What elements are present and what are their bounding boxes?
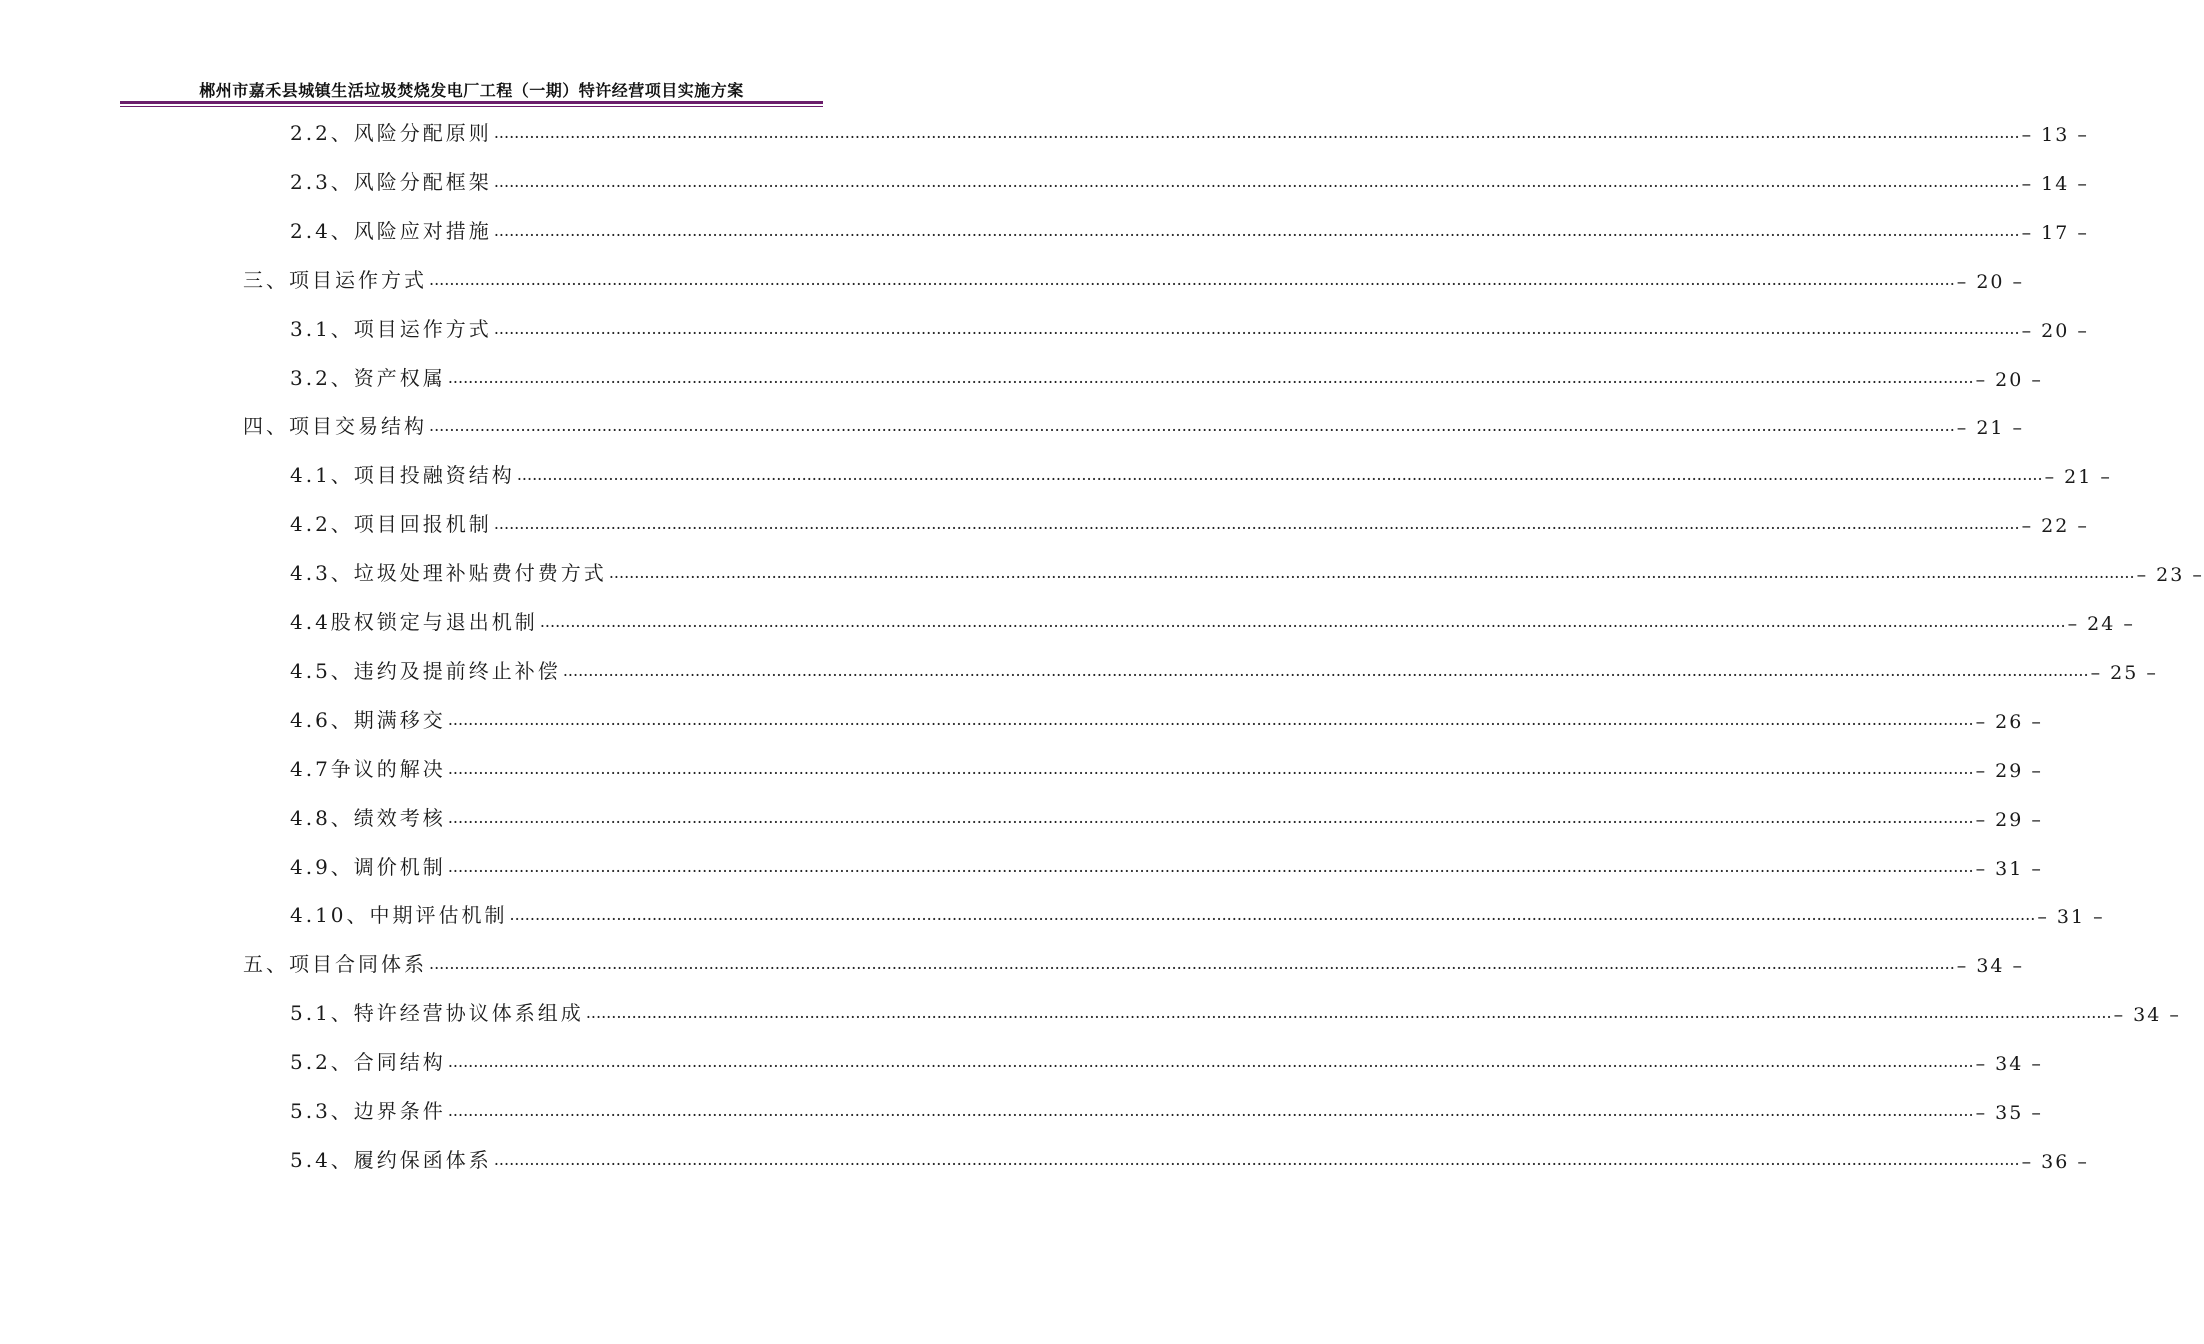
toc-dot-leader: ............................................................................................................................................................................................................................................................................................................ bbox=[493, 123, 2020, 142]
toc-entry-title: 五、项目合同体系 bbox=[243, 952, 427, 977]
toc-entry[interactable] bbox=[290, 605, 2135, 635]
toc-entry[interactable] bbox=[290, 752, 2043, 782]
toc-entry-page: – 26 – bbox=[1975, 710, 2043, 733]
header-rule-thin bbox=[120, 106, 823, 107]
toc-dot-leader: ............................................................................................................................................................................................................................................................................................................ bbox=[493, 220, 2020, 240]
toc-entry[interactable] bbox=[290, 165, 2089, 195]
toc-entry[interactable] bbox=[290, 1143, 2089, 1173]
toc-entry-page: – 36 – bbox=[2021, 1150, 2089, 1173]
toc-entry-title: 5.2、合同结构 bbox=[290, 1050, 446, 1075]
toc-dot-leader: ............................................................................................................................................................................................................................................................................................................ bbox=[608, 563, 2135, 583]
toc-entry-title: 3.1、项目运作方式 bbox=[290, 316, 492, 341]
toc-dot-leader: ............................................................................................................................................................................................................................................................................................................ bbox=[516, 465, 2043, 485]
toc-entry[interactable] bbox=[290, 312, 2089, 342]
toc-entry-page: – 24 – bbox=[2067, 613, 2135, 635]
toc-entry[interactable] bbox=[290, 703, 2043, 733]
toc-entry[interactable] bbox=[243, 409, 2025, 440]
toc-dot-leader: ............................................................................................................................................................................................................................................................................................................ bbox=[447, 367, 1974, 387]
toc-entry-page: – 34 – bbox=[1975, 1053, 2043, 1076]
toc-entry-page: – 14 – bbox=[2021, 172, 2089, 195]
toc-entry-page: – 31 – bbox=[1975, 857, 2043, 880]
toc-entry-title: 4.10、中期评估机制 bbox=[290, 903, 508, 928]
toc-entry-title: 2.4、风险应对措施 bbox=[290, 218, 492, 243]
toc-dot-leader: ............................................................................................................................................................................................................................................................................................................ bbox=[509, 905, 2036, 925]
toc-entry[interactable] bbox=[243, 263, 2025, 293]
toc-entry-page: – 29 – bbox=[1975, 759, 2043, 782]
toc-entry-title: 2.3、风险分配框架 bbox=[290, 169, 492, 194]
toc-dot-leader: ............................................................................................................................................................................................................................................................................................................ bbox=[447, 807, 1974, 827]
toc-dot-leader: ............................................................................................................................................................................................................................................................................................................ bbox=[447, 758, 1974, 778]
toc-entry-title: 5.1、特许经营协议体系组成 bbox=[290, 1001, 584, 1026]
toc-dot-leader: ............................................................................................................................................................................................................................................................................................................ bbox=[493, 1149, 2020, 1169]
toc-entry-page: – 20 – bbox=[1975, 368, 2043, 391]
toc-entry[interactable] bbox=[290, 850, 2043, 880]
toc-entry[interactable] bbox=[290, 458, 2112, 489]
toc-entry-page: – 29 – bbox=[1975, 808, 2043, 831]
toc-entry-title: 5.3、边界条件 bbox=[290, 1099, 446, 1123]
toc-dot-leader: ............................................................................................................................................................................................................................................................................................................ bbox=[447, 1101, 1974, 1120]
toc-entry-page: – 34 – bbox=[2113, 1004, 2181, 1027]
toc-entry-title: 三、项目运作方式 bbox=[243, 267, 427, 292]
toc-dot-leader: ............................................................................................................................................................................................................................................................................................................ bbox=[447, 1052, 1974, 1072]
toc-dot-leader: ............................................................................................................................................................................................................................................................................................................ bbox=[429, 269, 1955, 289]
toc-entry-title: 4.3、垃圾处理补贴费付费方式 bbox=[290, 561, 607, 586]
toc-entry-page: – 21 – bbox=[1956, 417, 2025, 440]
toc-entry-title: 4.2、项目回报机制 bbox=[290, 512, 492, 537]
toc-entry[interactable] bbox=[290, 116, 2089, 146]
toc-entry[interactable] bbox=[290, 361, 2043, 391]
header-rule-thick bbox=[120, 101, 823, 104]
toc-entry[interactable] bbox=[290, 1045, 2043, 1076]
toc-entry-title: 4.6、期满移交 bbox=[290, 707, 446, 732]
page-header-title: 郴州市嘉禾县城镇生活垃圾焚烧发电厂工程（一期）特许经营项目实施方案 bbox=[199, 81, 744, 100]
toc-entry-page: – 20 – bbox=[1956, 270, 2025, 293]
toc-entry-title: 4.5、违约及提前终止补偿 bbox=[290, 658, 561, 683]
toc-entry[interactable] bbox=[290, 898, 2105, 929]
toc-dot-leader: ............................................................................................................................................................................................................................................................................................................ bbox=[585, 1003, 2112, 1023]
toc-entry[interactable] bbox=[290, 801, 2043, 831]
toc-entry[interactable] bbox=[290, 654, 2158, 684]
toc-entry-page: – 25 – bbox=[2090, 661, 2158, 684]
toc-entry-page: – 22 – bbox=[2021, 515, 2089, 538]
toc-entry-page: – 31 – bbox=[2037, 906, 2105, 929]
toc-entry-page: – 21 – bbox=[2044, 466, 2112, 489]
toc-entry-page: – 34 – bbox=[1956, 955, 2025, 978]
toc-entry-title: 4.9、调价机制 bbox=[290, 854, 446, 879]
toc-dot-leader: ............................................................................................................................................................................................................................................................................................................ bbox=[493, 171, 2020, 191]
toc-entry-title: 3.2、资产权属 bbox=[290, 365, 446, 390]
toc-entry[interactable] bbox=[290, 556, 2204, 587]
toc-dot-leader: ............................................................................................................................................................................................................................................................................................................ bbox=[429, 954, 1955, 974]
toc-dot-leader: ............................................................................................................................................................................................................................................................................................................ bbox=[447, 856, 1974, 876]
toc-entry-page: – 35 – bbox=[1975, 1102, 2043, 1124]
toc-entry[interactable] bbox=[290, 996, 2181, 1027]
toc-entry-title: 4.8、绩效考核 bbox=[290, 805, 446, 830]
toc-entry[interactable] bbox=[290, 507, 2089, 538]
toc-dot-leader: ............................................................................................................................................................................................................................................................................................................ bbox=[493, 514, 2020, 534]
toc-entry-title: 4.1、项目投融资结构 bbox=[290, 463, 515, 488]
toc-entry[interactable] bbox=[290, 214, 2089, 244]
toc-entry-page: – 23 – bbox=[2136, 564, 2204, 587]
toc-dot-leader: ............................................................................................................................................................................................................................................................................................................ bbox=[539, 612, 2066, 631]
toc-entry[interactable] bbox=[290, 1094, 2043, 1124]
toc-entry-title: 4.7争议的解决 bbox=[290, 756, 446, 781]
toc-dot-leader: ............................................................................................................................................................................................................................................................................................................ bbox=[447, 709, 1974, 729]
toc-entry-title: 5.4、履约保函体系 bbox=[290, 1147, 492, 1172]
toc-entry-title: 2.2、风险分配原则 bbox=[290, 121, 492, 145]
toc-dot-leader: ............................................................................................................................................................................................................................................................................................................ bbox=[429, 416, 1955, 436]
toc-entry-page: – 20 – bbox=[2021, 319, 2089, 342]
toc-entry-page: – 17 – bbox=[2021, 221, 2089, 244]
toc-dot-leader: ............................................................................................................................................................................................................................................................................................................ bbox=[562, 660, 2089, 680]
toc-entry-title: 四、项目交易结构 bbox=[243, 414, 427, 439]
toc-entry[interactable] bbox=[243, 947, 2025, 978]
toc-entry-page: – 13 – bbox=[2021, 124, 2089, 146]
toc-entry-title: 4.4股权锁定与退出机制 bbox=[290, 610, 538, 634]
toc-dot-leader: ............................................................................................................................................................................................................................................................................................................ bbox=[493, 318, 2020, 338]
